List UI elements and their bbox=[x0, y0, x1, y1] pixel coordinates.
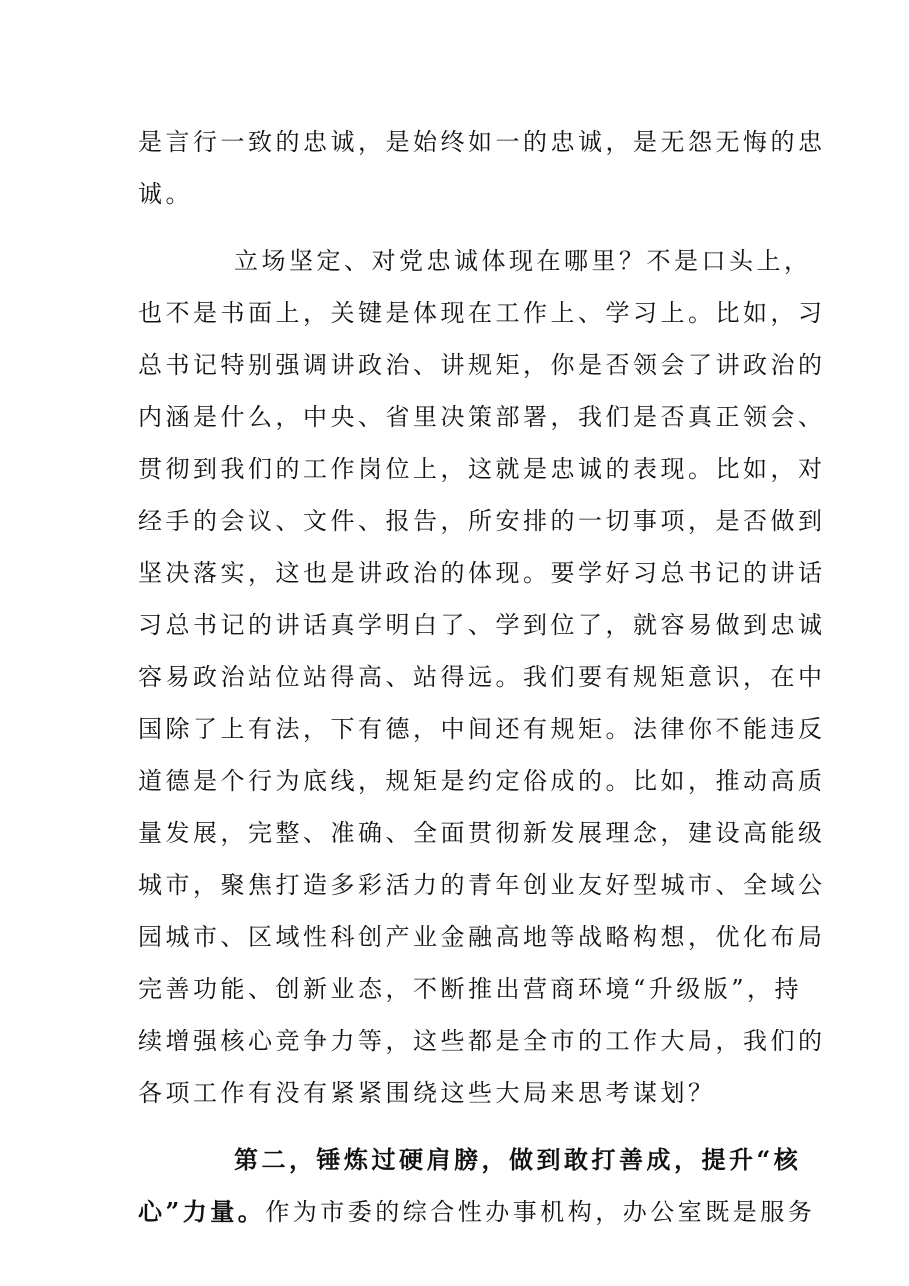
text-line: 诚。 bbox=[138, 180, 193, 208]
text-line: 贯彻到我们的工作岗位上，这就是忠诚的表现。比如，对 bbox=[138, 455, 826, 483]
paragraph-first-line: 立场坚定、对党忠诚体现在哪里？不是口头上， bbox=[234, 247, 812, 275]
text-line: 各项工作有没有紧紧围绕这些大局来思考谋划？ bbox=[138, 1079, 716, 1107]
text-line: 道德是个行为底线，规矩是约定俗成的。比如，推动高质 bbox=[138, 767, 826, 795]
text-line bbox=[138, 1198, 815, 1226]
text-line: 是言行一致的忠诚，是始终如一的忠诚，是无怨无悔的忠 bbox=[138, 128, 826, 156]
text-line: 内涵是什么，中央、省里决策部署，我们是否真正领会、 bbox=[138, 403, 826, 431]
section-body-start: 作为市委的综合性办事机构，办公室既是服务 bbox=[265, 1198, 816, 1226]
text-line: 坚决落实，这也是讲政治的体现。要学好习总书记的讲话 bbox=[138, 559, 826, 587]
text-line: 续增强核心竞争力等，这些都是全市的工作大局，我们的 bbox=[138, 1027, 826, 1055]
text-line: 城市，聚焦打造多彩活力的青年创业友好型城市、全域公 bbox=[138, 871, 826, 899]
text-line: 国除了上有法，下有德，中间还有规矩。法律你不能违反 bbox=[138, 715, 826, 743]
text-line: 园城市、区域性科创产业金融高地等战略构想，优化布局 bbox=[138, 923, 826, 951]
section-heading-line: 第二，锤炼过硬肩膀，做到敢打善成，提升“核 bbox=[234, 1145, 802, 1174]
section-heading-tail: 心”力量。 bbox=[138, 1197, 266, 1226]
text-line: 也不是书面上，关键是体现在工作上、学习上。比如，习 bbox=[138, 299, 826, 327]
text-line: 量发展，完整、准确、全面贯彻新发展理念，建设高能级 bbox=[138, 819, 826, 847]
text-line: 完善功能、创新业态，不断推出营商环境“升级版”，持 bbox=[138, 975, 803, 1003]
text-line: 经手的会议、文件、报告，所安排的一切事项，是否做到 bbox=[138, 507, 826, 535]
text-line: 总书记特别强调讲政治、讲规矩，你是否领会了讲政治的 bbox=[138, 351, 826, 379]
text-line: 习总书记的讲话真学明白了、学到位了，就容易做到忠诚 bbox=[138, 611, 826, 639]
text-line: 容易政治站位站得高、站得远。我们要有规矩意识，在中 bbox=[138, 663, 826, 691]
